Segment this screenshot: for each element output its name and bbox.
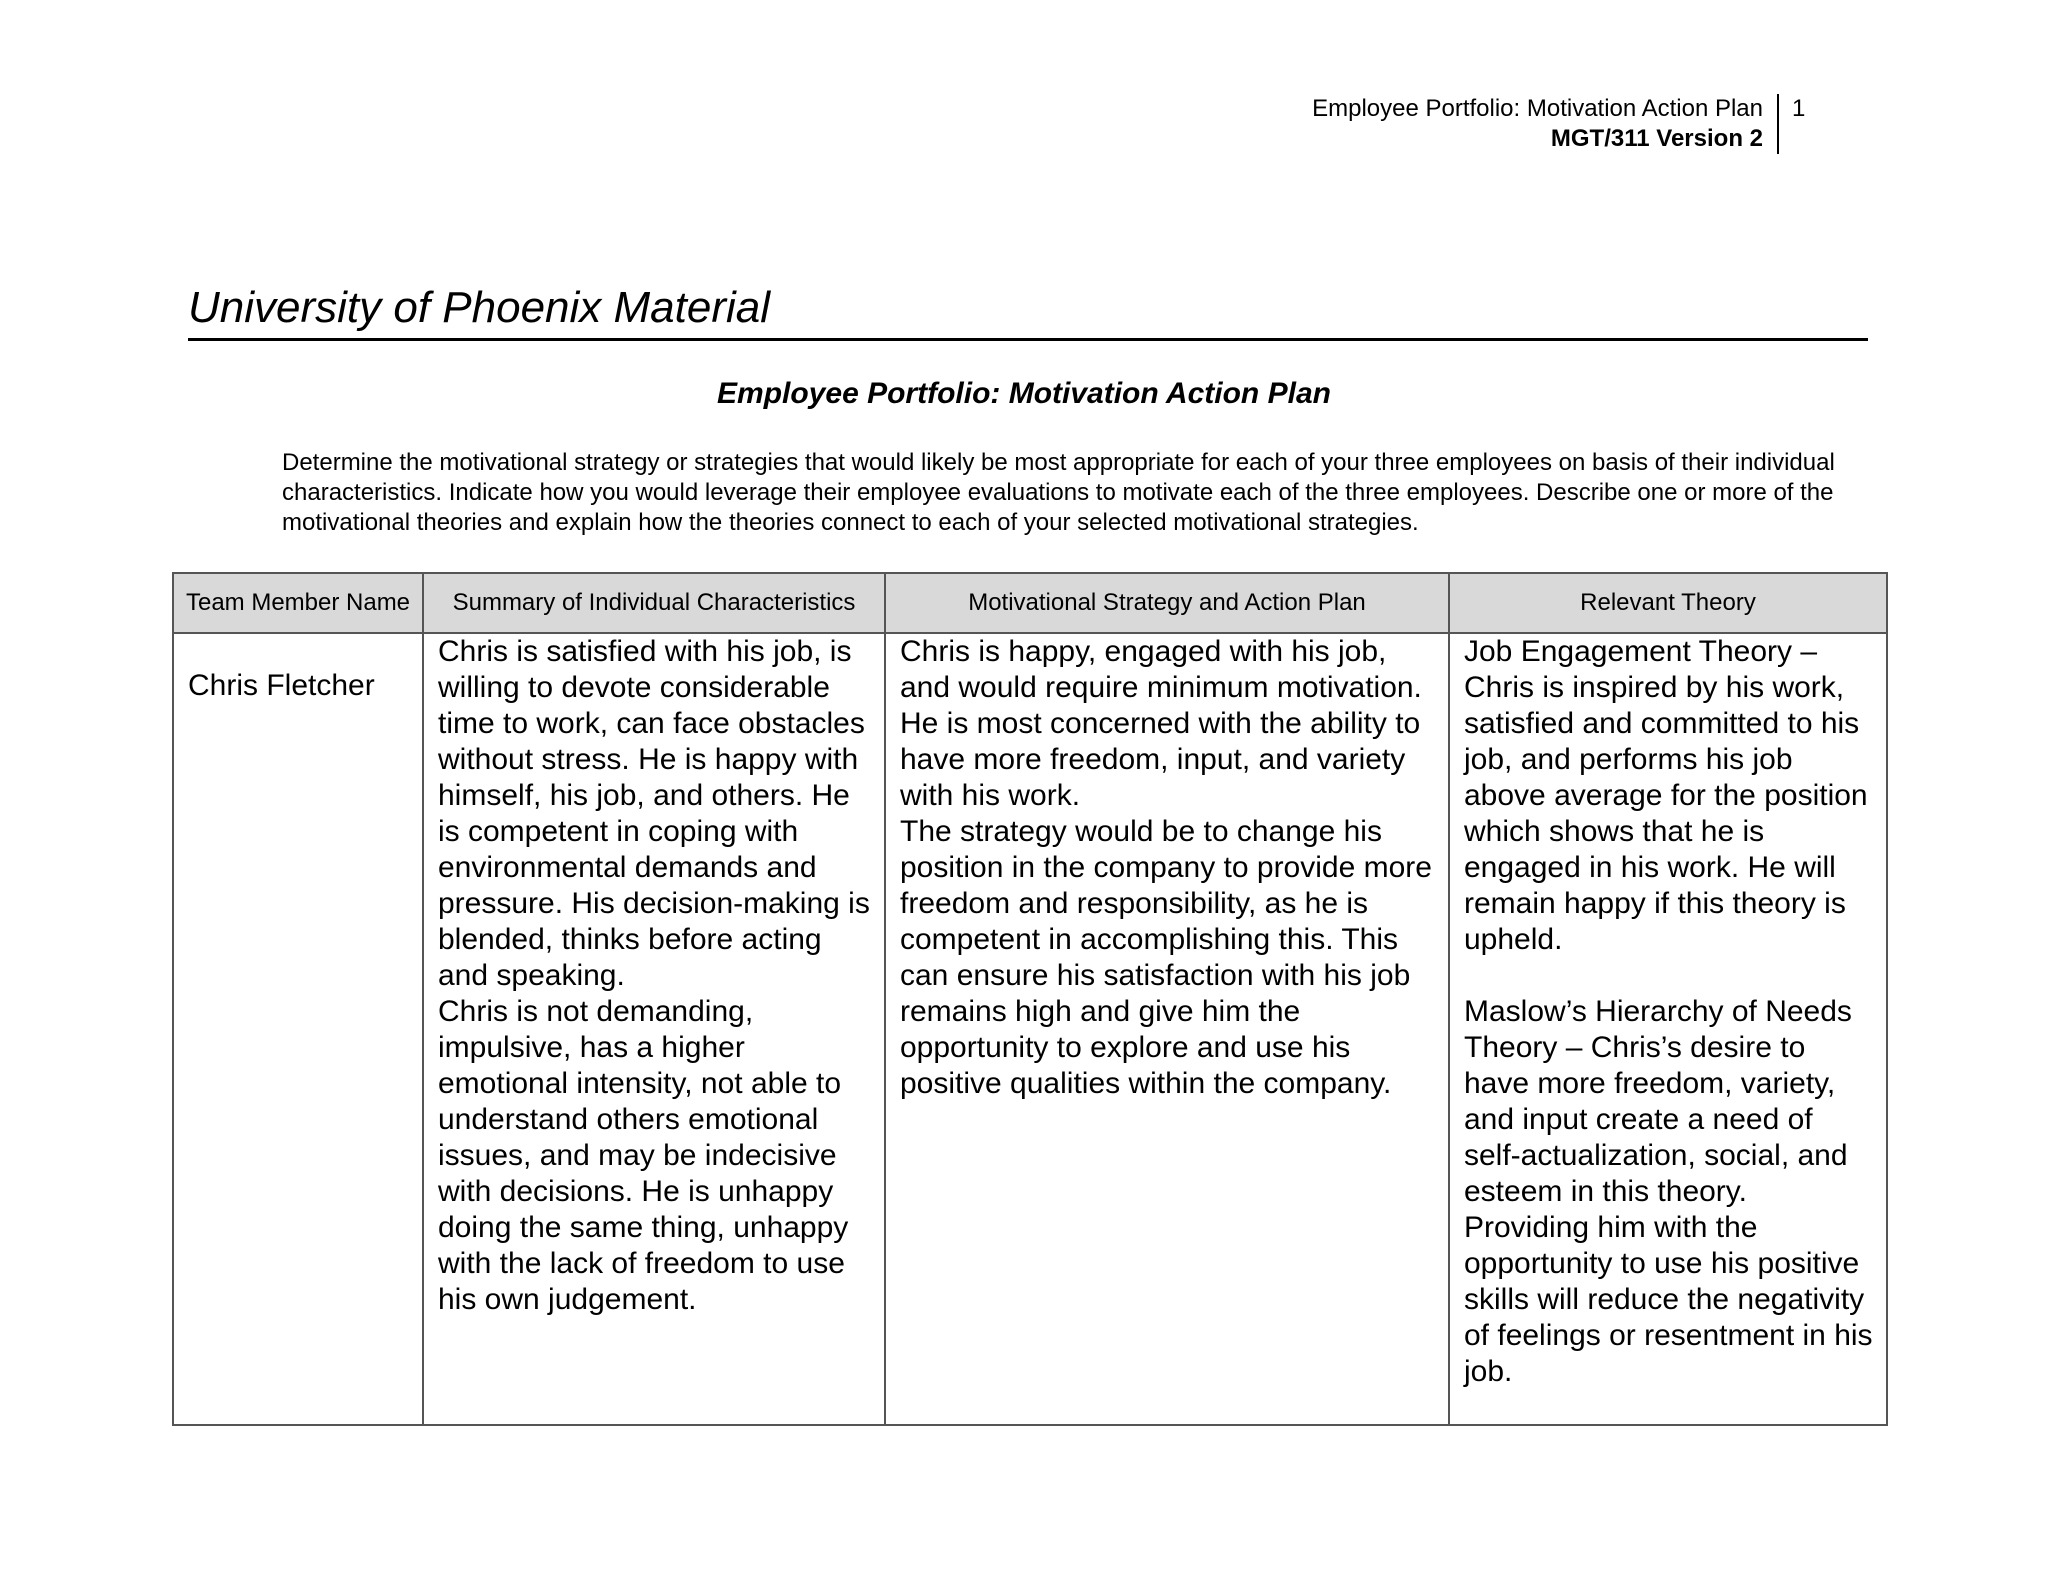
running-header bbox=[1312, 94, 1779, 154]
column-header-strategy: Motivational Strategy and Action Plan bbox=[885, 573, 1449, 633]
instructions-paragraph: Determine the motivational strategy or strategies that would likely be most appropriate for each of your three employees on basis of their individual characteristics. Indicate how you would leverage their employee evaluations to motivate each of the three employees. Describe one or more of the motivational theories and explain how the theories connect to each of your selected motivational strategies. bbox=[282, 449, 1835, 536]
course-version: MGT/311 Version 2 bbox=[1550, 125, 1763, 152]
strategy-paragraph-1: Chris is happy, engaged with his job, and would require minimum motivation. He is most concerned with the ability to have more freedom, input, and variety with his work. bbox=[900, 635, 1422, 812]
running-header-title: Employee Portfolio: Motivation Action Plan bbox=[1312, 95, 1763, 122]
team-member-name: Chris Fletcher bbox=[173, 633, 423, 1425]
page-number: 1 bbox=[1792, 95, 1806, 122]
theory-paragraph-2: Maslow’s Hierarchy of Needs Theory – Chris’s desire to have more freedom, variety, and input create a need of self-actualization, social, and esteem in this theory. Providing him with the opportunity to use his positive skills will reduce the negativity of feelings or resentment in his job. bbox=[1464, 995, 1873, 1388]
column-header-name: Team Member Name bbox=[173, 573, 423, 633]
theory-paragraph-spacer bbox=[1464, 958, 1876, 994]
column-header-summary: Summary of Individual Characteristics bbox=[423, 573, 885, 633]
theory-cell bbox=[1449, 633, 1887, 1425]
strategy-paragraph-2: The strategy would be to change his position in the company to provide more freedom and responsibility, as he is competent in accomplishing this. This can ensure his satisfaction with his job remains high and give him the opportunity to explore and use his positive qualities within the company. bbox=[900, 815, 1432, 1100]
column-header-theory: Relevant Theory bbox=[1449, 573, 1887, 633]
strategy-cell bbox=[885, 633, 1449, 1425]
table-header-row bbox=[173, 573, 1887, 633]
table-row bbox=[173, 633, 1887, 1425]
theory-paragraph-1: Job Engagement Theory – Chris is inspired by his work, satisfied and committed to his job, and performs his job above average for the position which shows that he is engaged in his work. He will remain happy if this theory is upheld. bbox=[1464, 635, 1868, 956]
university-title: University of Phoenix Material bbox=[188, 278, 1868, 341]
summary-paragraph-2: Chris is not demanding, impulsive, has a higher emotional intensity, not able to understand others emotional issues, and may be indecisive with decisions. He is unhappy doing the same thing, unhappy with the lack of freedom to use his own judgement. bbox=[438, 995, 849, 1316]
summary-paragraph-1: Chris is satisfied with his job, is willing to devote considerable time to work, can face obstacles without stress. He is happy with himself, his job, and others. He is competent in coping with environmental demands and pressure. His decision-making is blended, thinks before acting and speaking. bbox=[438, 635, 870, 992]
document-title: Employee Portfolio: Motivation Action Plan bbox=[717, 377, 1331, 410]
summary-cell bbox=[423, 633, 885, 1425]
motivation-plan-table bbox=[172, 572, 1888, 1426]
